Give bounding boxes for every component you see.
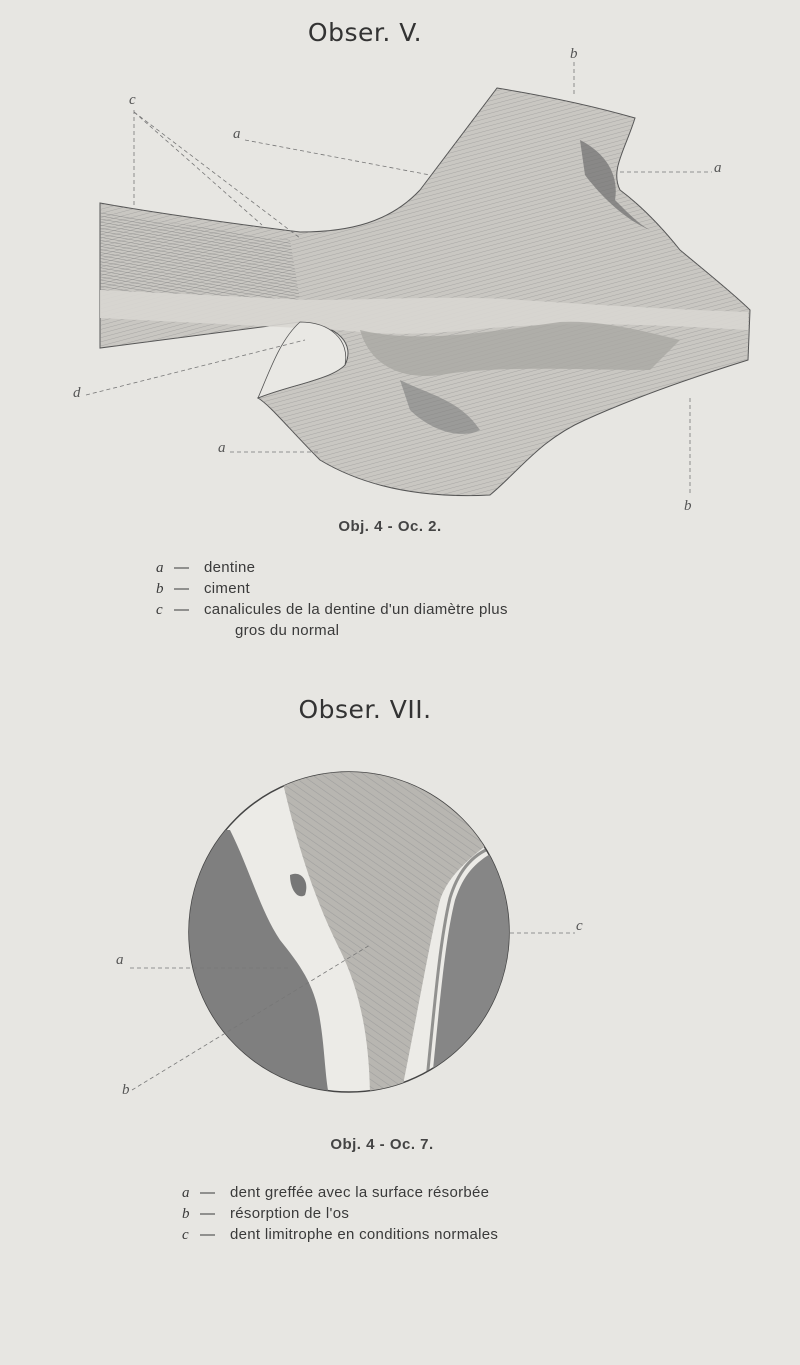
figure2-legend-item-c [182,1224,498,1245]
legend-text: ciment [204,580,250,597]
figure2-label-b: b [122,1082,130,1098]
figure2-drawing [180,770,520,1100]
legend-text: dent greffée avec la surface résorbée [230,1184,490,1201]
figure1-caption: Obj. 4 - Oc. 2. [338,518,442,535]
figure1-legend-item-b [156,578,508,599]
figure1-drawing [100,88,750,496]
figure1-label-a-top: a [233,126,241,142]
legend-key: b [182,1206,190,1222]
figure1-label-b-top: b [570,46,578,62]
legend-dash: — [174,601,190,618]
figure2-title: Obser. VII. [298,695,432,724]
figure1-legend-item-c [156,599,508,620]
legend-key: c [156,602,163,618]
figure1-legend-item-a [156,557,508,578]
legend-dash: — [174,559,190,576]
figure2-caption: Obj. 4 - Oc. 7. [330,1136,434,1153]
legend-text: résorption de l'os [230,1205,350,1222]
figure2-label-a: a [116,952,124,968]
figure2-legend [182,1182,498,1245]
legend-key: a [156,560,164,576]
figure1-label-a-right: a [714,160,722,176]
legend-key: a [182,1185,190,1201]
figure1-legend [156,557,508,641]
figure2-legend-item-a [182,1182,498,1203]
legend-key: b [156,581,164,597]
legend-dash: — [200,1184,216,1201]
legend-text: canalicules de la dentine d'un diamètre plus [204,601,508,618]
figure1-legend-item-c-continued: gros du normal [235,622,340,639]
legend-text: dent limitrophe en conditions normales [230,1226,499,1243]
legend-key: c [182,1227,189,1243]
figure1-label-b-bottom: b [684,498,692,514]
figure2-legend-item-b [182,1203,498,1224]
legend-dash: — [174,580,190,597]
figure1-label-a-bottom: a [218,440,226,456]
figure1-title: Obser. V. [307,18,423,47]
legend-dash: — [200,1226,216,1243]
figure2-label-c: c [576,918,583,934]
figure1-label-d: d [73,385,81,401]
figure1-label-c: c [129,92,136,108]
legend-text: dentine [204,559,256,576]
legend-dash: — [200,1205,216,1222]
